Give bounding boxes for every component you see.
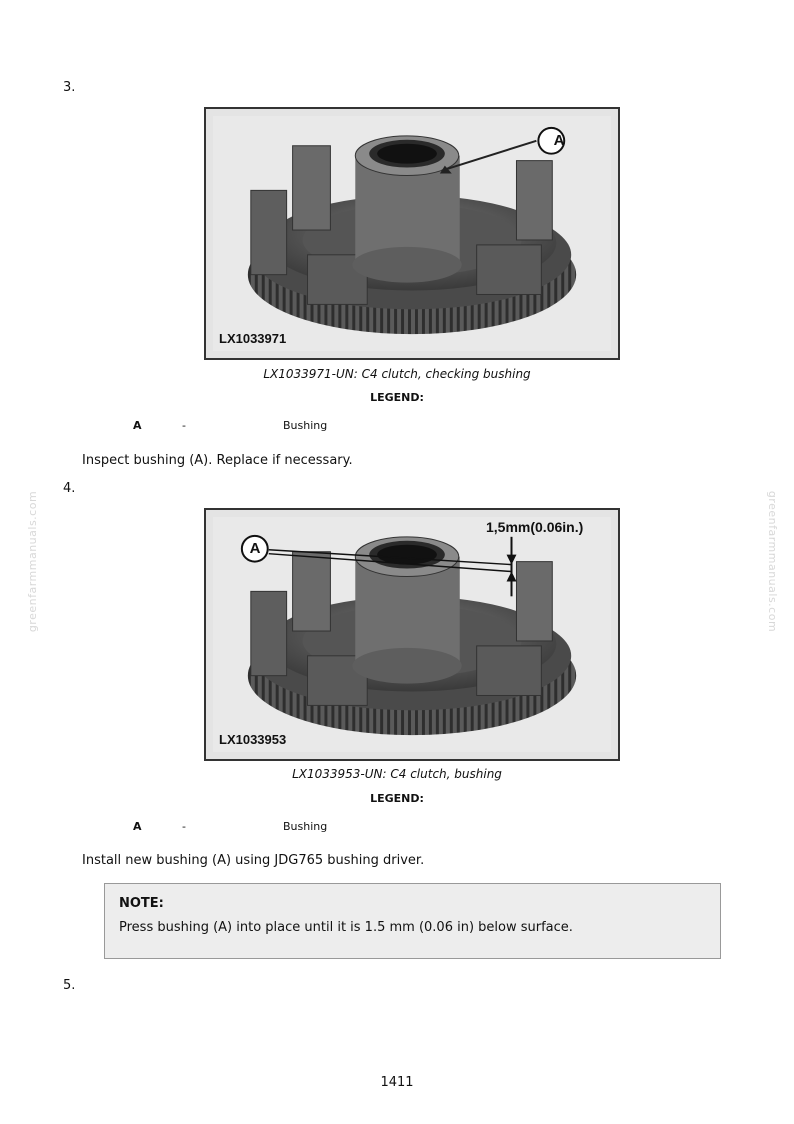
instruction-step-4: Install new bushing (A) using JDG765 bushing driver.: [82, 853, 425, 868]
clutch-bushing-illustration: [213, 517, 611, 752]
figure-2-id-label: LX1033953: [219, 732, 287, 747]
figure-2-dimension-label: 1,5mm(0.06in.): [486, 519, 584, 535]
note-title: NOTE:: [119, 896, 164, 911]
watermark-left: greenfarmmanuals.com: [26, 490, 40, 633]
figure-2-legend-key: A: [133, 820, 142, 833]
figure-1-legend-dash: -: [182, 419, 186, 432]
figure-1-caption: LX1033971-UN: C4 clutch, checking bushing: [263, 367, 531, 381]
page-number: 1411: [380, 1075, 414, 1090]
figure-1-legend-value: Bushing: [283, 419, 328, 432]
figure-1-id-label: LX1033971: [219, 331, 287, 346]
figure-1-image: [213, 116, 611, 351]
figure-2: [204, 508, 620, 761]
instruction-step-3: Inspect bushing (A). Replace if necessary.: [82, 453, 353, 468]
figure-1-legend-title: LEGEND:: [370, 391, 424, 404]
note-text: Press bushing (A) into place until it is 1.5 mm (0.06 in) below surface.: [119, 920, 573, 935]
watermark-right: greenfarmmanuals.com: [766, 490, 780, 633]
figure-2-legend-title: LEGEND:: [370, 792, 424, 805]
figure-2-legend-value: Bushing: [283, 820, 328, 833]
figure-1: [204, 107, 620, 360]
figure-2-image: [213, 517, 611, 752]
step-number-5: 5.: [63, 978, 76, 993]
step-number-3: 3.: [63, 80, 76, 95]
figure-1-legend-key: A: [133, 419, 142, 432]
note-box: [104, 883, 721, 959]
figure-2-callout-a: A: [249, 540, 261, 557]
clutch-gear-illustration: [213, 116, 611, 351]
figure-2-caption: LX1033953-UN: C4 clutch, bushing: [292, 767, 502, 781]
figure-1-callout-a: A: [553, 132, 565, 149]
figure-2-legend-dash: -: [182, 820, 186, 833]
step-number-4: 4.: [63, 481, 76, 496]
